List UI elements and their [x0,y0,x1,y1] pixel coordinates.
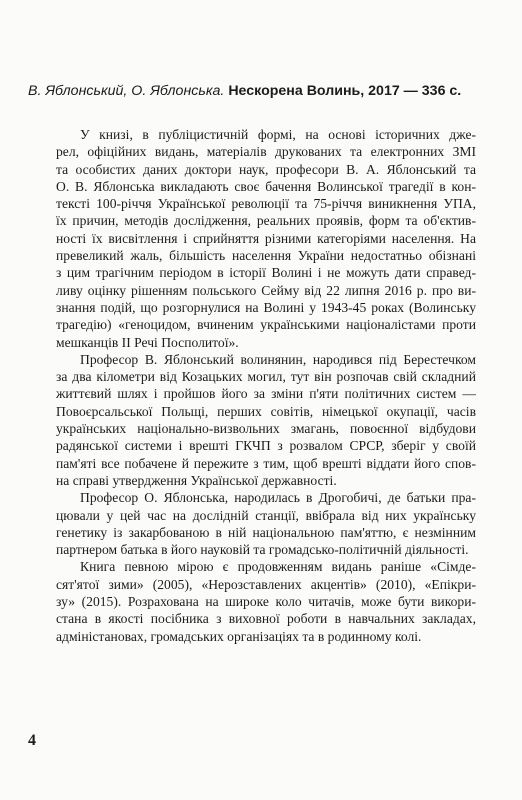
text-line: У книзі, в публіцистичній формі, на основі історичних дже- [80,127,476,142]
text-line: та особистих даних доктори наук, професори В. А. Яблонський та [56,161,476,177]
paragraph [56,558,476,644]
text-line: з цим трагічним періодом в історії Волині і не можуть дати справед- [56,265,476,281]
text-line: ності їх висвітлення і сприйняття різними категоріями населення. На [56,230,476,246]
text-line: мешканців ІІ Речі Посполитої». [56,334,239,350]
text-line: адміністановах, громадських організаціях та в родинному колі. [56,628,422,644]
text-line: генетику із закарбованою в ній національною пам'яттю, є незмінним [56,524,476,540]
text-line: трагедію) «геноцидом, вчиненим українськими націоналістами проти [56,317,476,333]
text-line: Професор В. Яблонський волинянин, народився під Берестечком [80,351,476,367]
text-line: життєвий шлях і пройшов його за зміни п'яти політичних систем — [56,386,476,402]
text-line: тексті 100-річчя Української революції та 75-річчя виникнення УПА, [56,196,476,212]
page-number: 4 [28,732,36,749]
paragraph [56,126,476,351]
paragraph [56,351,476,489]
text-line: стана в якості посібника з виховної роботи в навчальних закладах, [56,611,476,627]
text-line: партнером батька в його науковій та громадсько-політичній діяльності. [56,542,469,558]
text-line: рел, офіційних видань, матеріалів друкованих та електронних ЗМІ [56,144,476,160]
paragraph [56,489,476,558]
text-line: їх причин, методів дослідження, реальних проявів, форм та об'єктив- [56,213,476,229]
text-line: за два кілометри від Козацьких могил, тут він розпочав свій складний [56,369,476,385]
text-line: пам'яті все побачене й пережите з тим, щоб врешті віддати його спов- [56,455,476,471]
text-line: сят'ятої зими» (2005), «Нерозставлених акцентів» (2010), «Епікри- [56,576,476,592]
text-line: знання подій, що розгорнулися на Волині у 1943-45 роках (Волинську [56,299,476,315]
book-authors: В. Яблонський, О. Яблонська. [28,83,225,99]
text-line: О. В. Яблонська викладають своє бачення Волинської трагедії в кон- [56,178,476,194]
text-line: Професор О. Яблонська, народилась в Дрогобичі, де батьки пра- [80,490,476,506]
text-line: превеликий жаль, більшість населення України недостатньо обізнані [56,248,476,264]
text-line: Книга певною мірою є продовженням видань раніше «Сімде- [80,559,476,575]
text-line: зу» (2015). Розрахована на широке коло читачів, може бути викори- [56,594,476,610]
text-line: цювали у цей час на дослідній станції, ввібрала від них українську [56,507,476,523]
text-line: на справі утвердження Української державності. [56,472,337,488]
text-line: Повоєрсальської Польщі, перших совітів, німецької окупації, часів [56,403,476,419]
text-line: ливу оцінку рішенням польського Сейму від 22 липня 2016 р. про ви- [56,282,476,298]
text-line: українських національно-визвольних змагань, повоєнної відбудови [56,421,476,437]
annotation-text [56,126,476,645]
book-heading [28,82,494,100]
text-line: радянської системи і врешті ГКЧП з розвалом СРСР, зберіг у своїй [56,438,476,454]
book-title: Нескорена Волинь, 2017 — 336 с. [228,83,462,99]
